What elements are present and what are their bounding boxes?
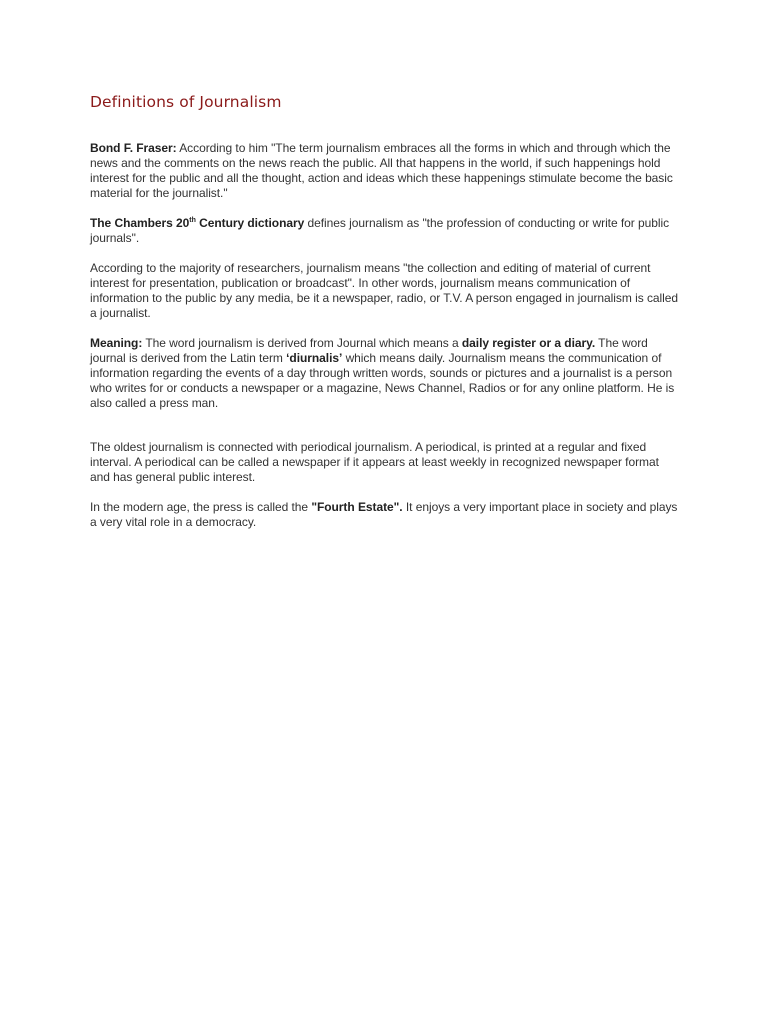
lead-text: The Chambers 20	[90, 216, 190, 230]
emphasis-text: "Fourth Estate".	[311, 500, 403, 514]
paragraph-text: which means daily. Journalism means the communication of information regarding the events of a day through written words, sounds or pictures and a journalist is a person who writes for or conducts a newspaper or a magazine, News Channel, Radios or for any online platform. He is also called a press man.	[90, 351, 675, 410]
paragraph-text: It enjoys a very important place in society and plays a very vital role in a democracy.	[90, 500, 678, 529]
paragraph-text: In the modern age, the press is called the	[90, 500, 312, 514]
emphasis-text: ‘diurnalis’	[286, 351, 343, 365]
paragraph-text: defines journalism as "the profession of conducting or write for public journals".	[90, 216, 670, 245]
paragraph-fourth-estate	[90, 500, 682, 530]
paragraph-lead	[90, 216, 304, 230]
paragraph-meaning	[90, 336, 682, 411]
emphasis-text: daily register or a diary.	[461, 336, 596, 350]
document-body	[90, 92, 682, 545]
paragraph-periodical-journalism: The oldest journalism is connected with periodical journalism. A periodical, is printed at a regular and fixed interval. A periodical can be called a newspaper if it appears at least weekly in recognized newspaper format and has general public interest.	[90, 440, 659, 484]
paragraph-chambers-definition	[90, 216, 682, 246]
ordinal-suffix: th	[189, 217, 196, 224]
lead-text: Century dictionary	[195, 216, 305, 230]
paragraph-fraser-definition	[90, 141, 682, 201]
paragraph-lead: Bond F. Fraser:	[90, 141, 177, 155]
paragraph-text: According to him "The term journalism embraces all the forms in which and through which the news and the comments on the news reach the public. All that happens in the world, if such happenings hold interest for the public and all the thought, action and ideas which these happenings stimulate become the basic material for the journalist."	[90, 141, 673, 200]
document-title: Definitions of Journalism	[90, 93, 282, 111]
paragraph-text: The word journal is derived from the Latin term	[90, 336, 648, 365]
paragraph-lead: Meaning:	[90, 336, 143, 350]
paragraph-text: The word journalism is derived from Journal which means a	[142, 336, 462, 350]
paragraph-researchers-definition: According to the majority of researchers, journalism means "the collection and editing of material of current interest for presentation, publication or broadcast". In other words, journalism means communication of information to the public by any media, be it a newspaper, radio, or T.V. A person engaged in journalism is called a journalist.	[90, 261, 678, 320]
